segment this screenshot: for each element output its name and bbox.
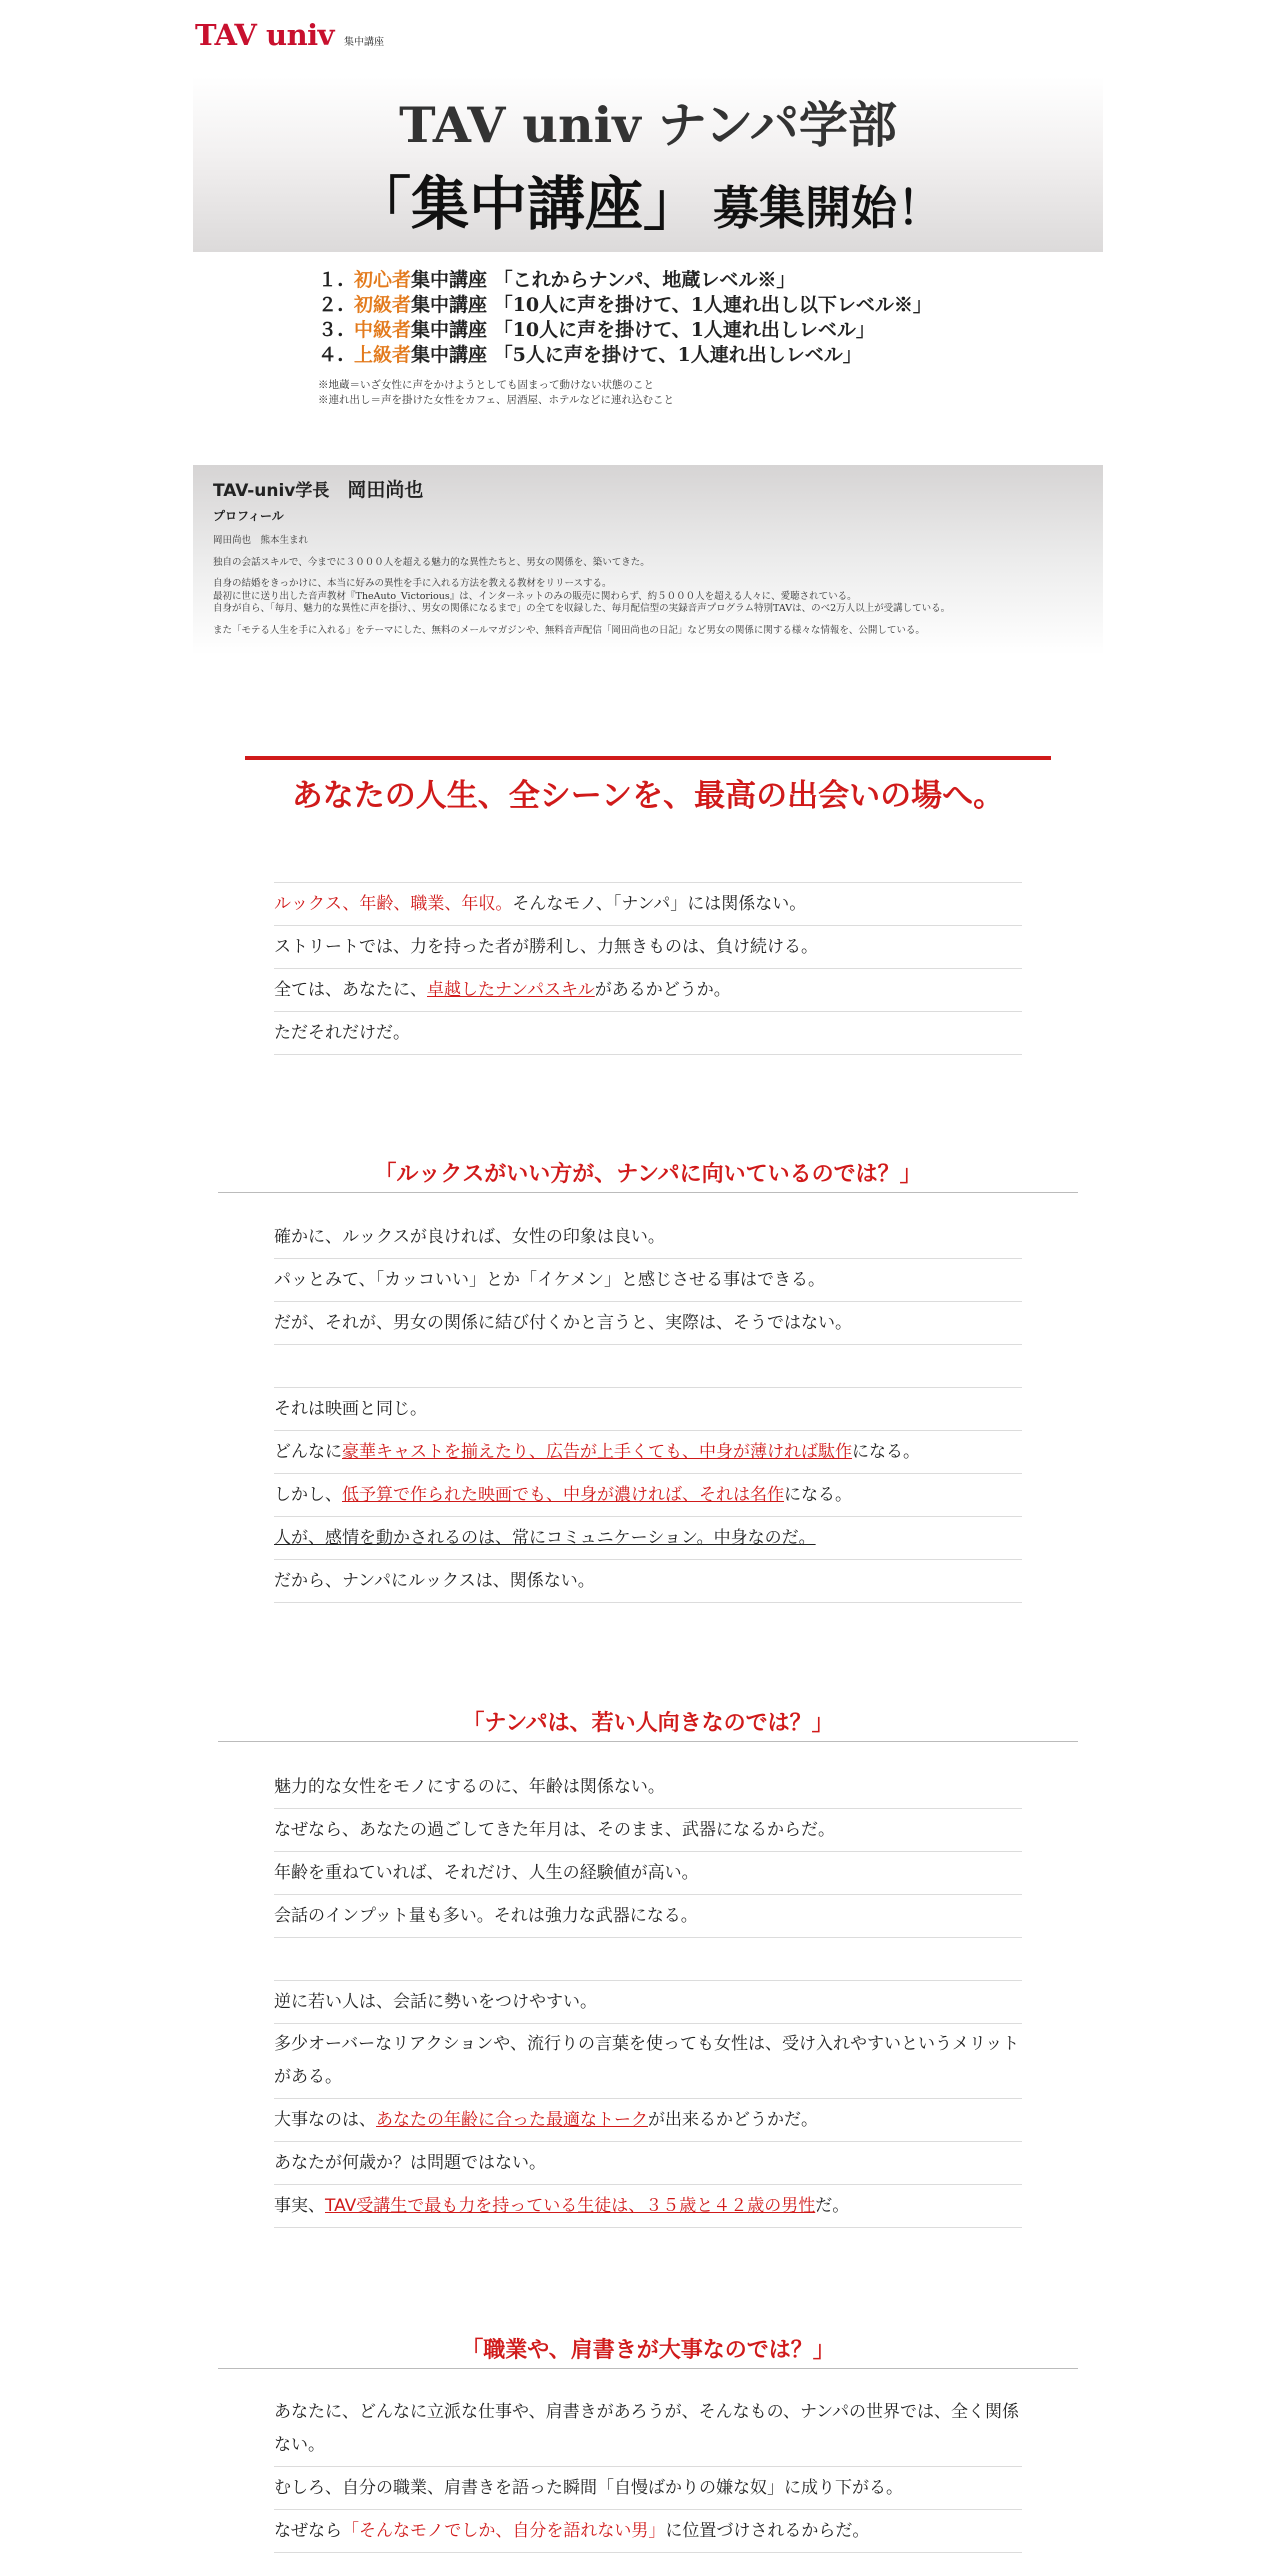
- text-line: [274, 2185, 1022, 2228]
- text-line: 年齢を重ねていれば、それだけ、人生の経験値が高い。: [274, 1852, 1022, 1895]
- hero-title: TAV univ ナンパ学部: [399, 96, 897, 154]
- highlight-link[interactable]: あなたの年齢に合った最適なトーク: [376, 2110, 648, 2130]
- highlight-text: 「そんなモノでしか、自分を語れない男」: [342, 2521, 666, 2541]
- body-text: どんなに: [274, 1442, 342, 1462]
- blank-line: [274, 1938, 1022, 1981]
- body-text: だ。: [815, 2196, 850, 2216]
- course-description: 集中講座 「これからナンパ、地蔵レベル※」: [411, 269, 796, 291]
- body-text: があるかどうか。: [594, 980, 731, 1000]
- text-line: あなたが何歳か？は問題ではない。: [274, 2142, 1022, 2185]
- text-line: [274, 1474, 1022, 1517]
- text-line: だから、ナンパにルックスは、関係ない。: [274, 1560, 1022, 1603]
- profile-sentence: 自身が自ら、「毎月、魅力的な異性に声を掛け、、男女の関係になるまで」の全てを収録した、毎月配信型の実録音声プログラム特別TAVは、のべ2万人以上が受講している。: [213, 603, 951, 614]
- course-number: ４.: [318, 344, 344, 366]
- course-level: 中級者: [354, 319, 412, 341]
- text-line: [274, 2510, 1022, 2553]
- course-description: 集中講座 「5人に声を掛けて、1人連れ出しレベル」: [411, 344, 862, 366]
- body-text: なぜなら: [274, 2521, 342, 2541]
- body-text: に位置づけされるからだ。: [665, 2521, 870, 2541]
- body-text: 事実、: [274, 2196, 325, 2216]
- blank-line: [274, 1345, 1022, 1388]
- profile-paragraph: 岡田尚也 熊本生まれ: [213, 535, 309, 546]
- hero-banner: [193, 77, 1103, 252]
- body-text: 大事なのは、: [274, 2110, 376, 2130]
- course-list: [318, 268, 1078, 408]
- profile-box: [193, 465, 1103, 655]
- course-number: １.: [318, 269, 344, 291]
- text-line: ただそれだけだ。: [274, 1012, 1022, 1055]
- profile-paragraph: [213, 578, 1093, 616]
- text-line: [274, 1517, 1022, 1560]
- logo-text: TAV univ: [195, 18, 335, 52]
- profile-body: [213, 535, 1093, 646]
- course-item: [318, 268, 1078, 293]
- highlight-text: ルックス、年齢、職業、年収。: [274, 894, 513, 914]
- headline-divider: [245, 756, 1051, 760]
- course-number: ３.: [318, 319, 344, 341]
- section-title-age: 「ナンパは、若い人向きなのでは？」: [218, 1706, 1078, 1742]
- logo-subtitle: 集中講座: [344, 37, 385, 48]
- profile-name: 岡田尚也: [347, 479, 424, 501]
- body-text: しかし、: [274, 1485, 342, 1505]
- text-line: 魅力的な女性をモノにするのに、年齢は関係ない。: [274, 1766, 1022, 1809]
- course-description: 集中講座 「10人に声を掛けて、1人連れ出し以下レベル※」: [411, 294, 932, 316]
- text-line: 多少オーバーなリアクションや、流行りの言葉を使っても女性は、受け入れやすいというメリットがある。: [274, 2024, 1022, 2099]
- main-headline: あなたの人生、全シーンを、最高の出会いの場へ。: [291, 778, 1005, 814]
- text-line: なぜなら、あなたの過ごしてきた年月は、そのまま、武器になるからだ。: [274, 1809, 1022, 1852]
- text-line: それは映画と同じ。: [274, 1388, 1022, 1431]
- text-line: ストリートでは、力を持った者が勝利し、力無きものは、負け続ける。: [274, 926, 1022, 969]
- profile-sentence: 最初に世に送り出した音声教材『TheAuto_Victorious』は、インターネットのみの販売に関わらず、約５０００人を超える人々に、愛聴されている。: [213, 590, 857, 602]
- course-level: 初心者: [354, 269, 412, 291]
- text-line: むしろ、自分の職業、肩書きを語った瞬間「自慢ばかりの嫌な奴」に成り下がる。: [274, 2467, 1022, 2510]
- section-job-block: [274, 2392, 1022, 2553]
- section-title-job: 「職業や、肩書きが大事なのでは？」: [218, 2333, 1078, 2369]
- text-line: パッとみて、「カッコいい」とか「イケメン」と感じさせる事はできる。: [274, 1259, 1022, 1302]
- highlight-link[interactable]: TAV受講生で最も力を持っている生徒は、３５歳と４２歳の男性: [325, 2196, 816, 2216]
- profile-subtitle: プロフィール: [213, 509, 284, 523]
- course-description: 集中講座 「10人に声を掛けて、1人連れ出しレベル」: [411, 319, 875, 341]
- course-level: 上級者: [354, 344, 412, 366]
- note-line: ※連れ出し＝声を掛けた女性をカフェ、居酒屋、ホテルなどに連れ込むこと: [318, 394, 674, 406]
- course-item: [318, 343, 1078, 368]
- section-title-looks: 「ルックスがいい方が、ナンパに向いているのでは？」: [218, 1157, 1078, 1193]
- course-notes: [318, 378, 1078, 408]
- underlined-text: 人が、感情を動かされるのは、常にコミュニケーション。中身なのだ。: [274, 1528, 816, 1548]
- text-line: [274, 1431, 1022, 1474]
- section-looks-block: [274, 1216, 1022, 1603]
- note-line: ※地蔵＝いざ女性に声をかけようとしても固まって動けない状態のこと: [318, 379, 654, 391]
- profile-title: TAV-univ学長: [213, 481, 330, 501]
- body-text: 全ては、あなたに、: [274, 980, 427, 1000]
- hero-headline-sub: 募集開始！: [713, 181, 943, 235]
- text-line: [274, 882, 1022, 926]
- site-logo[interactable]: [195, 18, 384, 52]
- hero-headline: [193, 157, 1103, 241]
- body-text: になる。: [784, 1485, 852, 1505]
- body-text: になる。: [852, 1442, 920, 1462]
- highlight-link[interactable]: 豪華キャストを揃えたり、広告が上手くても、中身が薄ければ駄作: [342, 1442, 852, 1462]
- intro-block: [274, 882, 1022, 1055]
- text-line: 確かに、ルックスが良ければ、女性の印象は良い。: [274, 1216, 1022, 1259]
- text-line: あなたに、どんなに立派な仕事や、肩書きがあろうが、そんなもの、ナンパの世界では、全く関係ない。: [274, 2392, 1022, 2467]
- highlight-link[interactable]: 低予算で作られた映画でも、中身が濃ければ、それは名作: [342, 1485, 784, 1505]
- text-line: [274, 2099, 1022, 2142]
- text-line: だが、それが、男女の関係に結び付くかと言うと、実際は、そうではない。: [274, 1302, 1022, 1345]
- body-text: そんなモノ、「ナンパ」には関係ない。: [512, 894, 807, 914]
- profile-header: [213, 475, 423, 502]
- body-text: が出来るかどうかだ。: [648, 2110, 818, 2130]
- highlight-link[interactable]: 卓越したナンパスキル: [427, 980, 595, 1000]
- course-level: 初級者: [354, 294, 412, 316]
- profile-paragraph: 独自の会話スキルで、今までに３０００人を超える魅力的な異性たちと、男女の関係を、築いてきた。: [213, 556, 650, 568]
- text-line: [274, 969, 1022, 1012]
- course-number: ２.: [318, 294, 344, 316]
- text-line: 逆に若い人は、会話に勢いをつけやすい。: [274, 1981, 1022, 2024]
- section-age-block: [274, 1766, 1022, 2228]
- hero-headline-main: 「集中講座」: [352, 170, 701, 238]
- course-item: [318, 318, 1078, 343]
- profile-sentence: 自身の結婚をきっかけに、本当に好みの異性を手に入れる方法を教える教材をリリースする。: [213, 578, 612, 589]
- profile-paragraph: また「モテる人生を手に入れる」をテーマにした、無料のメールマガジンや、無料音声配信「岡田尚也の日記」など男女の関係に関する様々な情報を、公開している。: [213, 624, 925, 636]
- course-item: [318, 293, 1078, 318]
- text-line: 会話のインプット量も多い。それは強力な武器になる。: [274, 1895, 1022, 1938]
